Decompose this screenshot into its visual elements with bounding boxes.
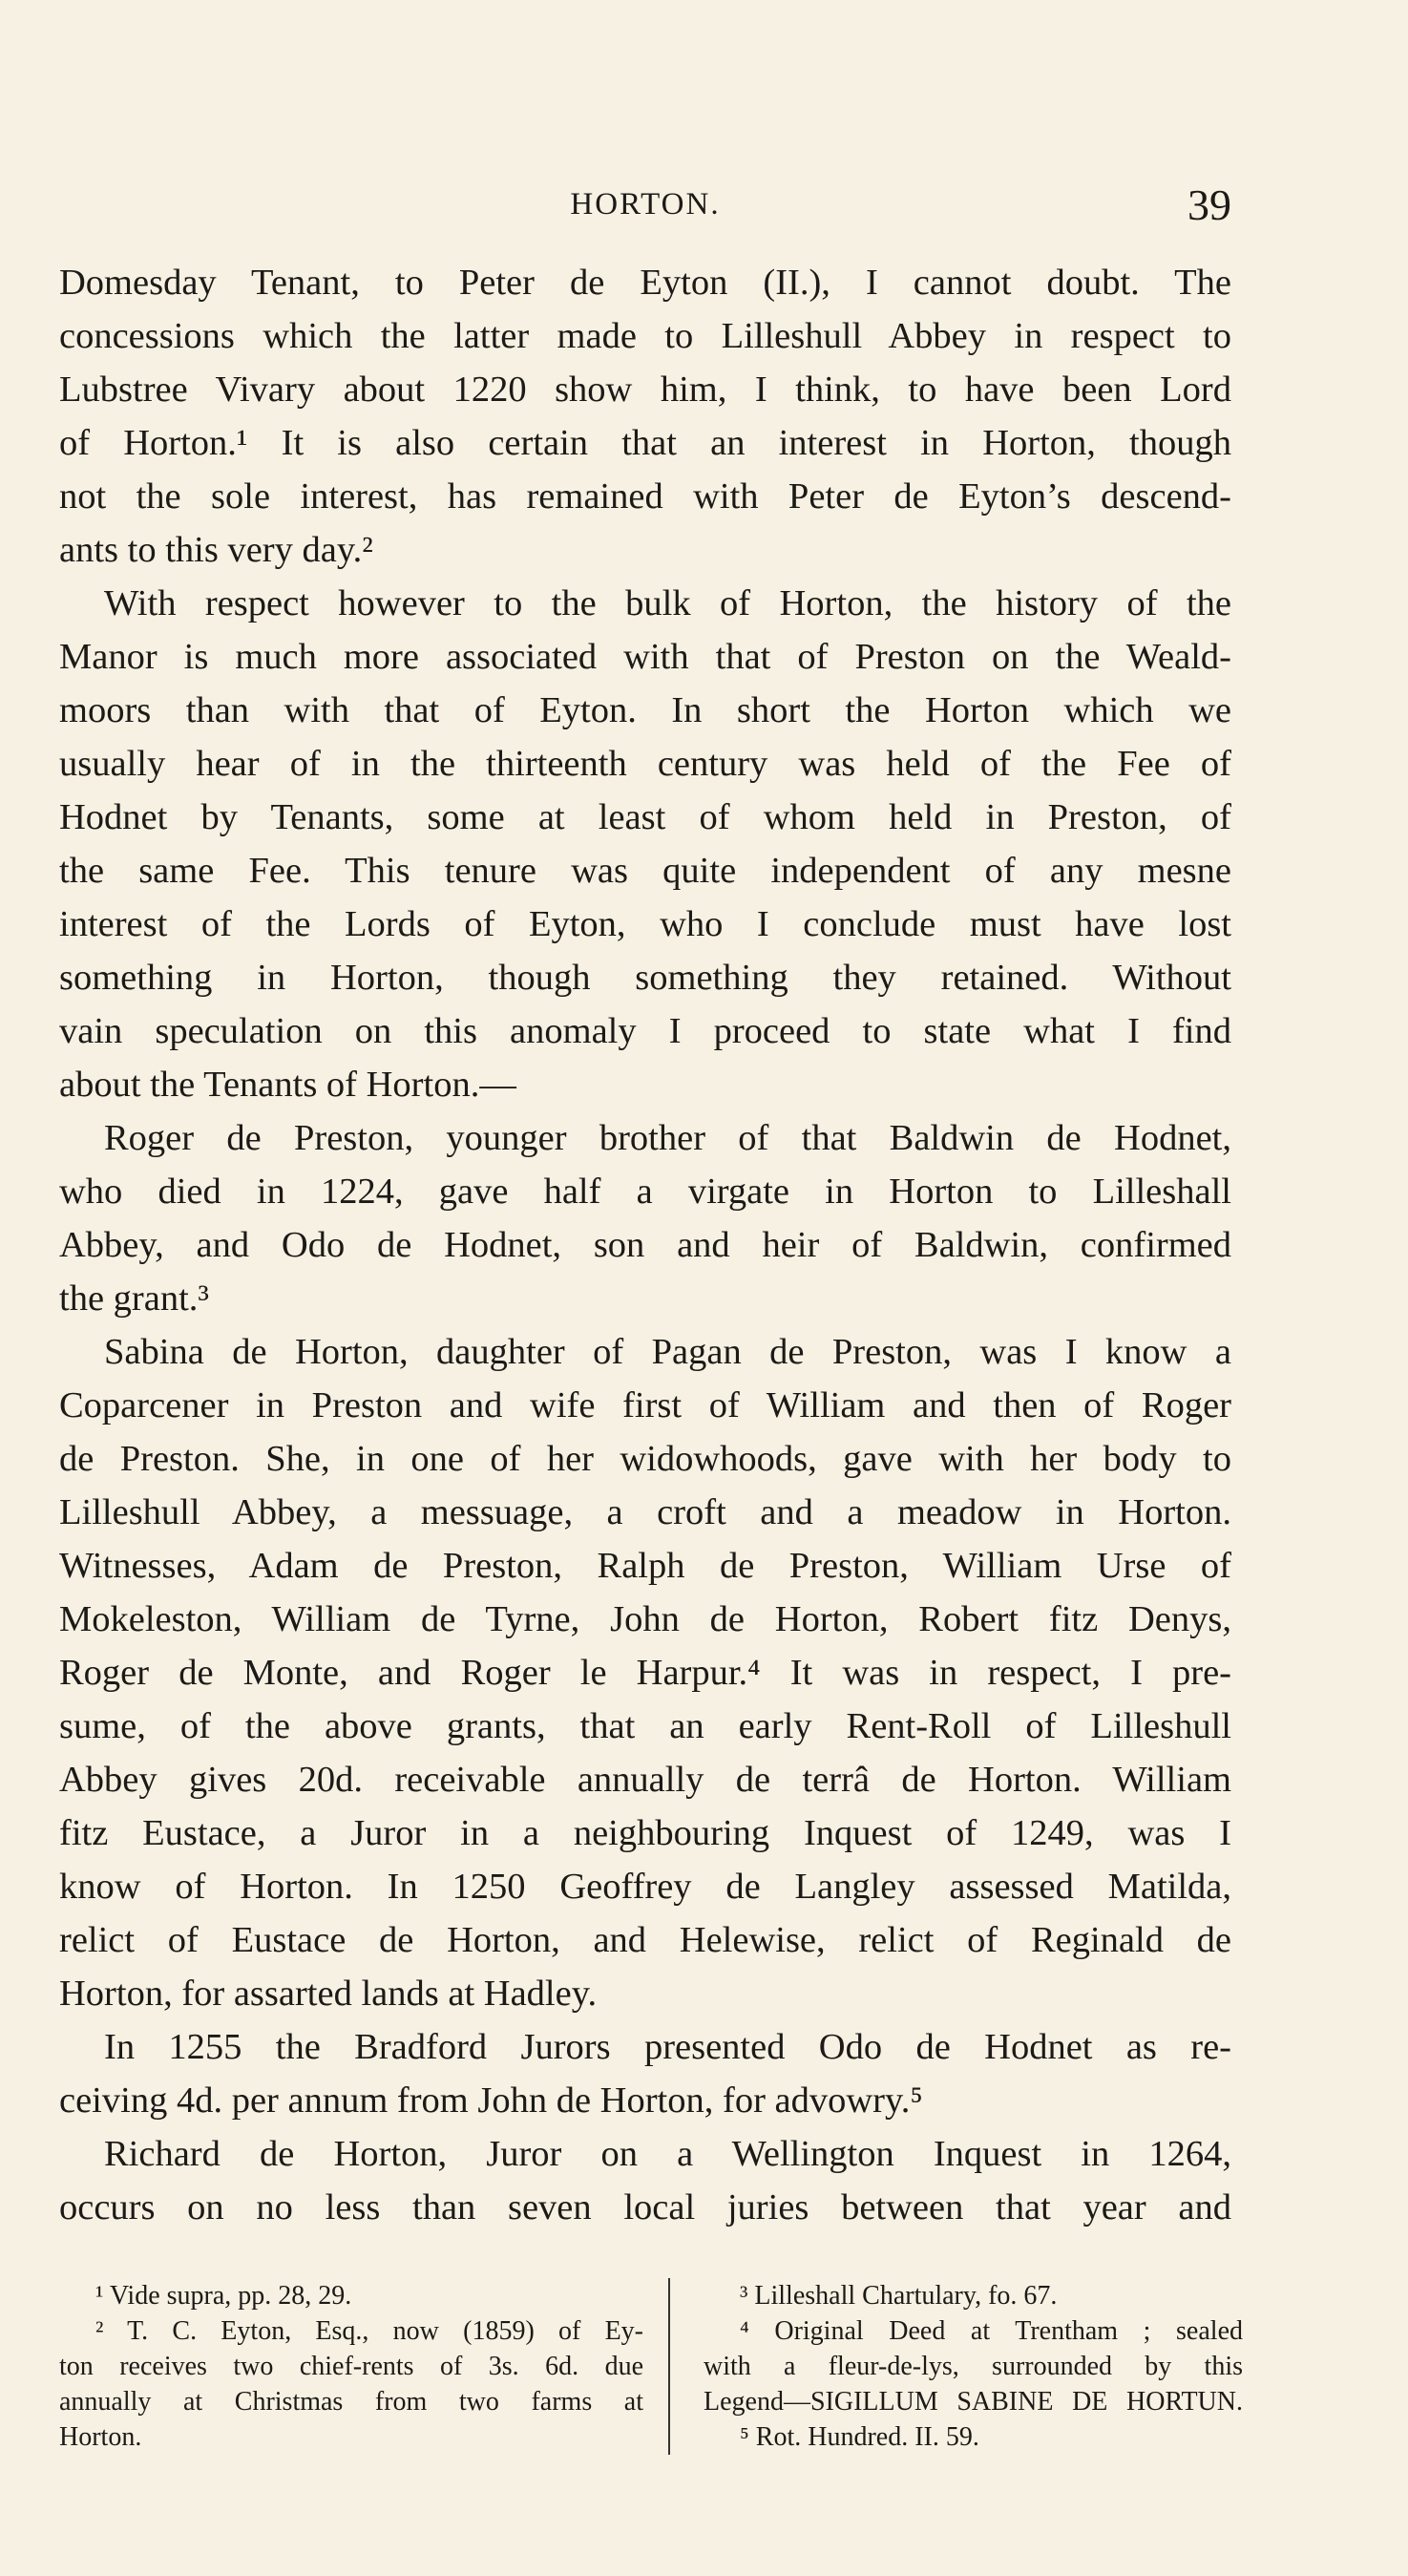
text-line: Manor is much more associated with that of Preston on the Weald-	[59, 637, 1231, 677]
text-line: Horton, for assarted lands at Hadley.	[59, 1974, 598, 2014]
text-line: ceiving 4d. per annum from John de Horton, for advowry.⁵	[59, 2080, 923, 2121]
text-line: Witnesses, Adam de Preston, Ralph de Preston, William Urse of	[59, 1546, 1231, 1586]
text-line: know of Horton. In 1250 Geoffrey de Langley assessed Matilda,	[59, 1867, 1231, 1907]
text-line: something in Horton, though something they retained. Without	[59, 958, 1231, 998]
text-line: who died in 1224, gave half a virgate in Horton to Lilleshall	[59, 1172, 1231, 1212]
text-line: concessions which the latter made to Lilleshull Abbey in respect to	[59, 316, 1231, 356]
footnote-line: Legend—SIGILLUM SABINE DE HORTUN.	[704, 2387, 1243, 2417]
footnote-line: annually at Christmas from two farms at	[59, 2387, 643, 2417]
text-line: the grant.³	[59, 1278, 209, 1319]
text-line: Hodnet by Tenants, some at least of whom held in Preston, of	[59, 797, 1231, 837]
text-line: Roger de Monte, and Roger le Harpur.⁴ It was in respect, I pre-	[59, 1653, 1231, 1693]
running-title: HORTON.	[570, 187, 721, 222]
text-line: Mokeleston, William de Tyrne, John de Horton, Robert fitz Denys,	[59, 1599, 1231, 1639]
body-text	[59, 256, 1231, 2234]
footnote-line: ton receives two chief-rents of 3s. 6d. due	[59, 2352, 643, 2381]
footnotes-left-column	[59, 2278, 643, 2455]
text-line: Lilleshull Abbey, a messuage, a croft and a meadow in Horton.	[59, 1492, 1231, 1532]
page-number: 39	[1187, 180, 1231, 229]
footnote-line: ² T. C. Eyton, Esq., now (1859) of Ey-	[95, 2316, 643, 2346]
text-line: the same Fee. This tenure was quite independent of any mesne	[59, 851, 1231, 891]
footnote-line: Horton.	[59, 2422, 142, 2452]
page-header	[59, 179, 1231, 227]
text-line: interest of the Lords of Eyton, who I conclude must have lost	[59, 904, 1231, 944]
footnotes-right-column	[668, 2278, 1243, 2455]
footnote-line: ³ Lilleshall Chartulary, fo. 67.	[740, 2281, 1058, 2311]
text-line: not the sole interest, has remained with Peter de Eyton’s descend-	[59, 476, 1231, 517]
text-line: usually hear of in the thirteenth century was held of the Fee of	[59, 744, 1231, 784]
text-line: relict of Eustace de Horton, and Helewise, relict of Reginald de	[59, 1920, 1231, 1960]
text-line: de Preston. She, in one of her widowhoods, gave with her body to	[59, 1439, 1231, 1479]
footnote-line: ¹ Vide supra, pp. 28, 29.	[95, 2281, 352, 2311]
text-line: ants to this very day.²	[59, 530, 373, 570]
text-line: occurs on no less than seven local juries between that year and	[59, 2187, 1231, 2228]
text-line: about the Tenants of Horton.—	[59, 1065, 516, 1105]
text-line: moors than with that of Eyton. In short the Horton which we	[59, 690, 1231, 730]
text-line: vain speculation on this anomaly I proceed to state what I find	[59, 1011, 1231, 1051]
text-line: Richard de Horton, Juror on a Wellington Inquest in 1264,	[104, 2134, 1231, 2174]
text-line: Sabina de Horton, daughter of Pagan de Preston, was I know a	[104, 1332, 1231, 1372]
text-line: Abbey gives 20d. receivable annually de terrâ de Horton. William	[59, 1760, 1231, 1800]
text-line: In 1255 the Bradford Jurors presented Odo de Hodnet as re-	[104, 2027, 1231, 2067]
text-line: fitz Eustace, a Juror in a neighbouring Inquest of 1249, was I	[59, 1813, 1231, 1853]
text-line: of Horton.¹ It is also certain that an interest in Horton, though	[59, 423, 1231, 463]
footnote-line: with a fleur-de-lys, surrounded by this	[704, 2352, 1243, 2381]
text-line: Lubstree Vivary about 1220 show him, I think, to have been Lord	[59, 370, 1231, 410]
text-line: sume, of the above grants, that an early Rent-Roll of Lilleshull	[59, 1706, 1231, 1746]
text-line: Abbey, and Odo de Hodnet, son and heir of Baldwin, confirmed	[59, 1225, 1231, 1265]
text-line: With respect however to the bulk of Horton, the history of the	[104, 583, 1231, 623]
footnote-line: ⁵ Rot. Hundred. II. 59.	[740, 2422, 979, 2452]
text-line: Roger de Preston, younger brother of that Baldwin de Hodnet,	[104, 1118, 1231, 1158]
text-line: Domesday Tenant, to Peter de Eyton (II.), I cannot doubt. The	[59, 263, 1231, 303]
text-line: Coparcener in Preston and wife first of William and then of Roger	[59, 1385, 1231, 1425]
footnote-line: ⁴ Original Deed at Trentham ; sealed	[740, 2316, 1243, 2346]
